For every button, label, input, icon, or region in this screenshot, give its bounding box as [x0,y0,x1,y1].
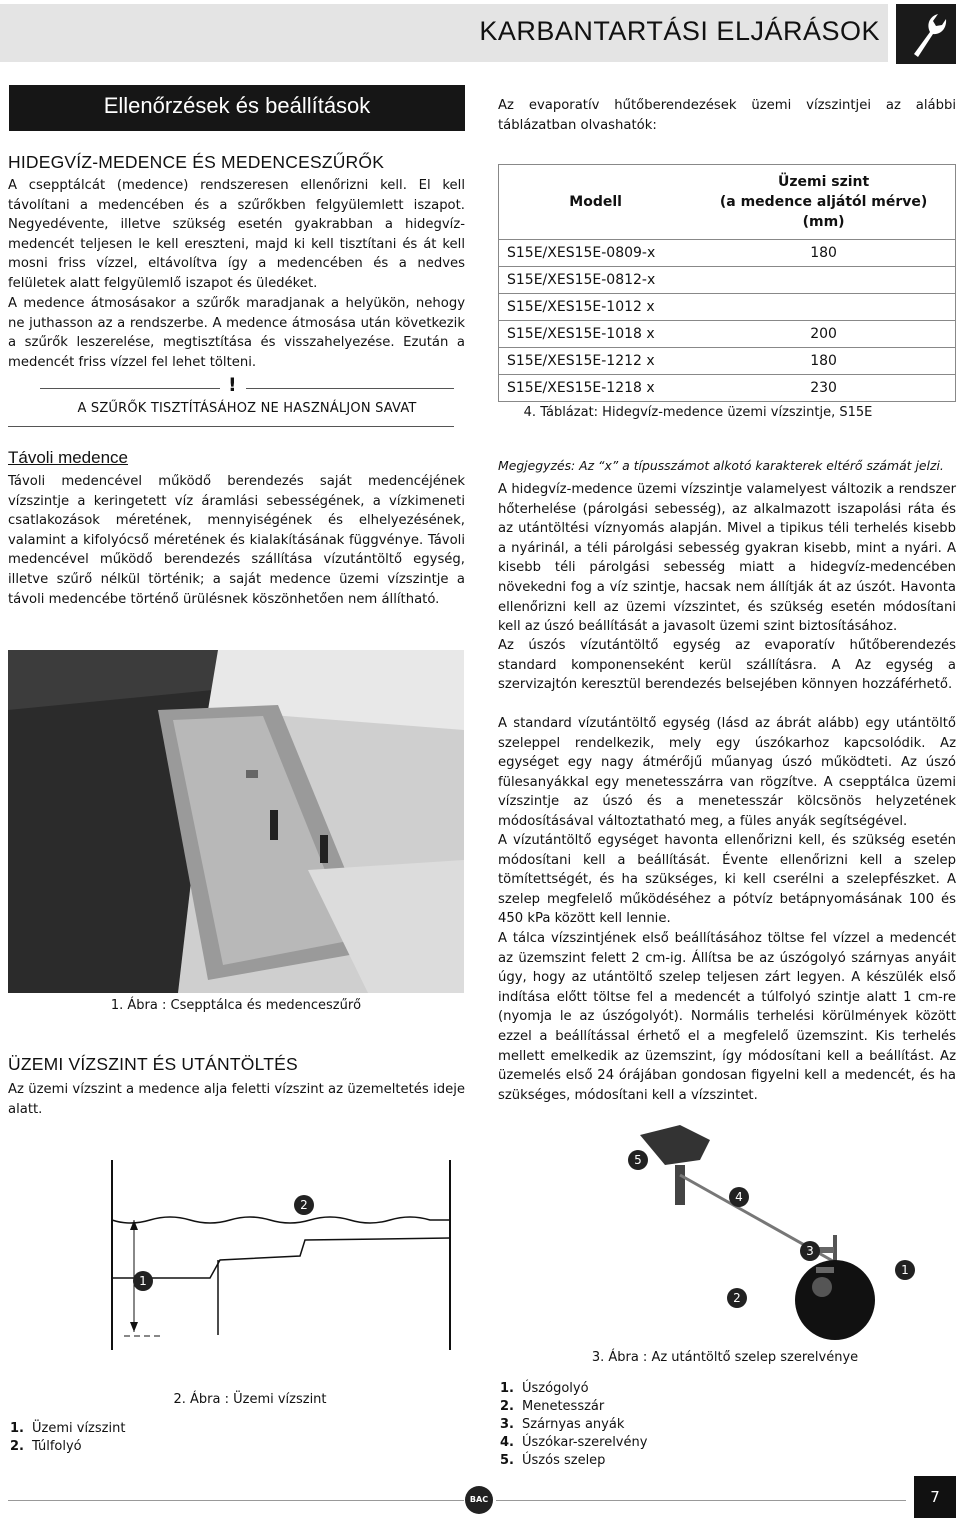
table-header-model: Modell [499,165,693,240]
table-row: S15E/XES15E-1018 x 200 [499,321,956,348]
table-row: S15E/XES15E-1218 x 230 [499,375,956,402]
table-row: S15E/XES15E-1212 x 180 [499,348,956,375]
callout-2b: 2 [727,1288,747,1308]
paragraph-basin-1: A csepptálcát (medence) rendszeresen ellenőrizni kell. El kell távolítani a medencében és a szűrőkben felgyülemlett iszapot. Negyedévente, illetve szükség esetén gyakrabban a hidegvíz-medencét teljesen le kell ereszteni, majd ki kell tisztítani és át kell mosni friss vízzel, eltávolítva így a medencében és a nedves felületek alatt felgyülemlő iszapot és üledéket. [8,178,465,291]
section-heading-remote: Távoli medence [8,448,129,467]
callout-3: 3 [800,1241,820,1261]
page-number: 7 [914,1476,956,1518]
figure-1-photo [8,650,464,993]
list-item: 2. Menetesszár [500,1399,605,1414]
list-item: 1. Úszógolyó [500,1381,589,1396]
section-heading-basin: HIDEGVÍZ-MEDENCE ÉS MEDENCESZŰRŐK [8,152,385,172]
list-item: 5. Úszós szelep [500,1453,606,1468]
table-header-level: Üzemi szint (a medence aljától mérve) (mm) [692,165,955,240]
table-row: S15E/XES15E-0809-x 180 [499,240,956,267]
figure-2-diagram [100,1160,460,1350]
paragraph-remote: Távoli medencével működő berendezés saját medencéjének vízszintje a keringetett víz áramlási sebességének, a vízkimeneti csatlakozások méretének, mennyiségének és elhelyezésének, valamint a kifolyócső méretének és kialakításának függvénye. Távoli medencével működő berendezés szállítása vízutántöltő egység, illetve szűrő nélkül történik; a saját medence üzemi vízszintje a távoli medencébe történő ürülésnek köszönhetően nem állítható. [8,474,465,607]
divider [496,1500,906,1501]
table-header-row [499,165,956,240]
warning-text: A SZŰRŐK TISZTÍTÁSÁHOZ NE HASZNÁLJON SAVAT [77,401,417,416]
paragraph-right-1: A hidegvíz-medence üzemi vízszintje valamelyest változik a rendszer hőterhelése (párolgási sebesség), az alkalmazott iszapolási ráta és az utántöltési víznyomás alapján. Mivel a tipikus téli terhelés kisebb a nyárinál, a téli párolgási sebesség gyakran kisebb, mint a nyári. A kisebb téli párolgási sebesség miatt a hidegvíz-medencében növekedni fog a víz szintje, hacsak nem állítják át az úszót. Havonta ellenőrizni kell az üzemi vízszintet, és szükség esetén módosítani kell az úszó beállítását a javasolt üzemi szint biztosításához. [498,482,956,635]
section-heading-level: ÜZEMI VÍZSZINT ÉS UTÁNTÖLTÉS [8,1054,298,1074]
table-row: S15E/XES15E-0812-x [499,267,956,294]
figure-2-caption: 2. Ábra : Üzemi vízszint [173,1392,327,1407]
figure-3-photo [580,1115,910,1345]
header-bar [0,4,888,62]
warning-icon: ! [228,374,237,396]
list-item: 4. Úszókar-szerelvény [500,1435,648,1450]
callout-1b: 1 [895,1260,915,1280]
table-note: Megjegyzés: Az “x” a típusszámot alkotó karakterek eltérő számát jelzi. [498,458,944,473]
bac-logo: BAC [465,1486,493,1514]
table-row: S15E/XES15E-1012 x [499,294,956,321]
paragraph-level: Az üzemi vízszint a medence alja feletti vízszint az üzemeltetés ideje alatt. [8,1082,465,1117]
paragraph-right-5: A tálca vízszintjének első beállításához töltse fel vízzel a medencét az üzemszint felett 2 cm-ig. Állítsa be az úszógolyó szárnyas anyáit úgy, hogy az utántöltő szelep teljesen zárt legyen. A készülék első indítása előtt töltse fel a medencét a túlfolyó szintje alatt 1 cm-re (nyomja le az úszógolyót). Normális terhelési körülmények között ezzel a beállítással érhető el a megfelelő üzemszint. Kis terhelés mellett emelkedik az üzemszint, így módosítani kell a beállítást. Az üzemelés első 24 órájában gondosan figyelni kell a medencét, és ha szükséges, módosítani kell a vízszintet. [498,931,956,1103]
list-item: 1. Üzemi vízszint [10,1421,126,1436]
section-banner [9,85,465,131]
callout-4: 4 [729,1187,749,1207]
callout-5: 5 [628,1150,648,1170]
list-item: 2. Túlfolyó [10,1439,82,1454]
paragraph-intro: Az evaporatív hűtőberendezések üzemi vízszintjei az alábbi táblázatban olvashatók: [498,98,956,133]
divider [8,426,454,427]
paragraph-right-3: A standard vízutántöltő egység (lásd az ábrát alább) egy utántöltő szeleppel rendelkezik, mely egy úszókarhoz kapcsolódik. Az egységet egy nagy átmérőjű műanyag úszó működteti. Az úszó fülesanyákkal egy menetesszárra van rögzítve. A csepptálca üzemi vízszintje az úszó és a menetesszár kölcsönös helyzetének módosításával változtatható meg, a füles anyák segítségével. [498,716,956,829]
figure-1-caption: 1. Ábra : Csepptálca és medenceszűrő [110,998,362,1013]
paragraph-basin-2: A medence átmosásakor a szűrők maradjanak a helyükön, nehogy ne juthasson az a rendszerbe. A medence átmosása után következik a szűrők leszerelése, megtisztítása és visszahelyezése. Ezután a medencét friss vízzel fel lehet tölteni. [8,296,465,370]
divider [8,1500,464,1501]
callout-1: 1 [133,1271,153,1291]
figure-3-legend [500,1380,647,1470]
section-banner-title: Ellenőrzések és beállítások [103,93,371,118]
divider [40,388,220,389]
paragraph-right-4: A vízutántöltő egységet havonta ellenőrizni kell, és szükség esetén módosítani kell a beállítását. Évente ellenőrizni kell a szelep tömítettségét, és ha szükséges, ki kell cserélni a szelepfészket. A szelep megfelelő működéséhez a pótvíz betápnyomásának 100 és 450 kPa között kell lennie. [498,833,956,927]
levels-table [498,164,956,402]
figure-3-caption: 3. Ábra : Az utántöltő szelep szerelvénye [591,1350,859,1365]
divider [246,388,454,389]
paragraph-right-2: Az úszós vízutántöltő egység az evaporatív hűtőberendezés standard komponenseként kerül szállításra. A Az egység a szervizajtón keresztül berendezés belsejében könnyen hozzáférhető. [498,638,956,693]
callout-2: 2 [294,1195,314,1215]
page-header-title: KARBANTARTÁSI ELJÁRÁSOK [479,16,880,46]
wrench-icon [896,4,956,64]
list-item: 3. Szárnyas anyák [500,1417,625,1432]
figure-2-legend [10,1420,125,1456]
table-caption: 4. Táblázat: Hidegvíz-medence üzemi vízszintje, S15E [523,405,873,420]
